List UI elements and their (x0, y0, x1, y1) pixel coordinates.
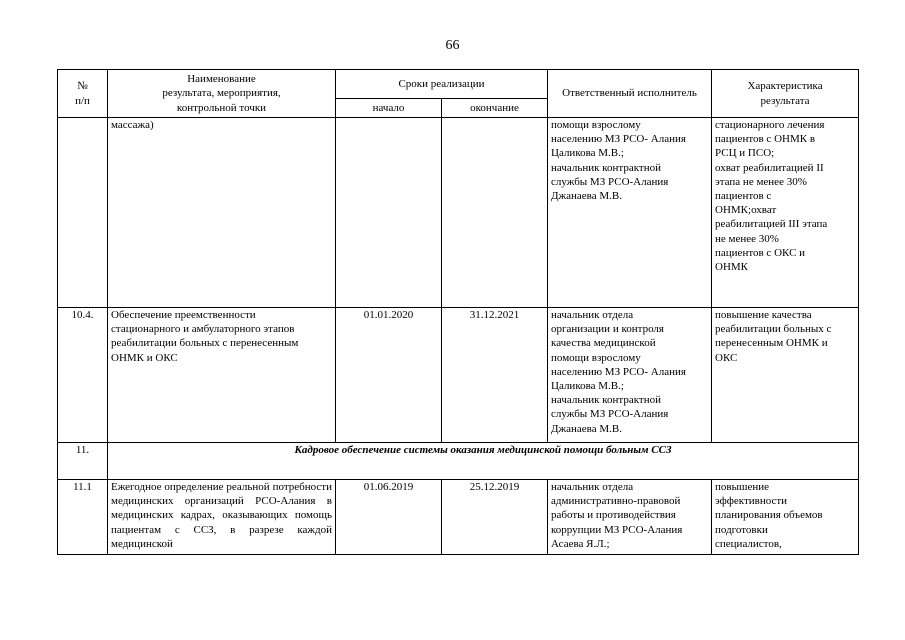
plan-table (57, 69, 859, 555)
row-name: Ежегодное определение реальной потребности медицинских организаций РСО-Алания в медицинских кадрах, оказывающих помощь пациентам с ССЗ, в разрезе каждой медицинской (108, 480, 336, 555)
header-start: начало (336, 99, 442, 118)
row-executor: помощи взрослому населению МЗ РСО- Алания Цаликова М.В.; начальник контрактной службы МЗ РСО-Алания Джанаева М.В. (548, 118, 712, 308)
section-num: 11. (58, 443, 108, 480)
row-num (58, 118, 108, 308)
header-terms: Сроки реализации (336, 70, 548, 99)
row-result: стационарного лечения пациентов с ОНМК в РСЦ и ПСО; охват реабилитацией II этапа не менее 30% пациентов с ОНМК;охват реабилитацией III этапа не менее 30% пациентов с ОКС и ОНМК (712, 118, 859, 308)
table-row (58, 118, 859, 308)
page-number: 66 (445, 38, 460, 53)
table-row (58, 480, 859, 555)
row-end (442, 118, 548, 308)
row-executor: начальник отдела административно-правовой работы и противодействия коррупции МЗ РСО-Алания Асаева Я.Л.; (548, 480, 712, 555)
row-result: повышение эффективности планирования объемов подготовки специалистов, (712, 480, 859, 555)
row-end: 25.12.2019 (442, 480, 548, 555)
row-num: 11.1 (58, 480, 108, 555)
section-title: Кадровое обеспечение системы оказания медицинской помощи больным ССЗ (108, 443, 859, 480)
row-start: 01.01.2020 (336, 308, 442, 443)
row-end: 31.12.2021 (442, 308, 548, 443)
header-num: № п/п (58, 70, 108, 118)
header-name: Наименование результата, мероприятия, контрольной точки (108, 70, 336, 118)
row-name: Обеспечение преемственности стационарного и амбулаторного этапов реабилитации больных с перенесенным ОНМК и ОКС (108, 308, 336, 443)
header-end: окончание (442, 99, 548, 118)
table-header-row (58, 70, 859, 99)
row-name: массажа) (108, 118, 336, 308)
row-start: 01.06.2019 (336, 480, 442, 555)
header-executor: Ответственный исполнитель (548, 70, 712, 118)
row-result: повышение качества реабилитации больных с перенесенным ОНМК и ОКС (712, 308, 859, 443)
table-row (58, 308, 859, 443)
section-row (58, 443, 859, 480)
row-num: 10.4. (58, 308, 108, 443)
row-start (336, 118, 442, 308)
row-executor: начальник отдела организации и контроля качества медицинской помощи взрослому населению МЗ РСО- Алания Цаликова М.В.; начальник контрактной службы МЗ РСО-Алания Джанаева М.В. (548, 308, 712, 443)
header-result: Характеристика результата (712, 70, 859, 118)
